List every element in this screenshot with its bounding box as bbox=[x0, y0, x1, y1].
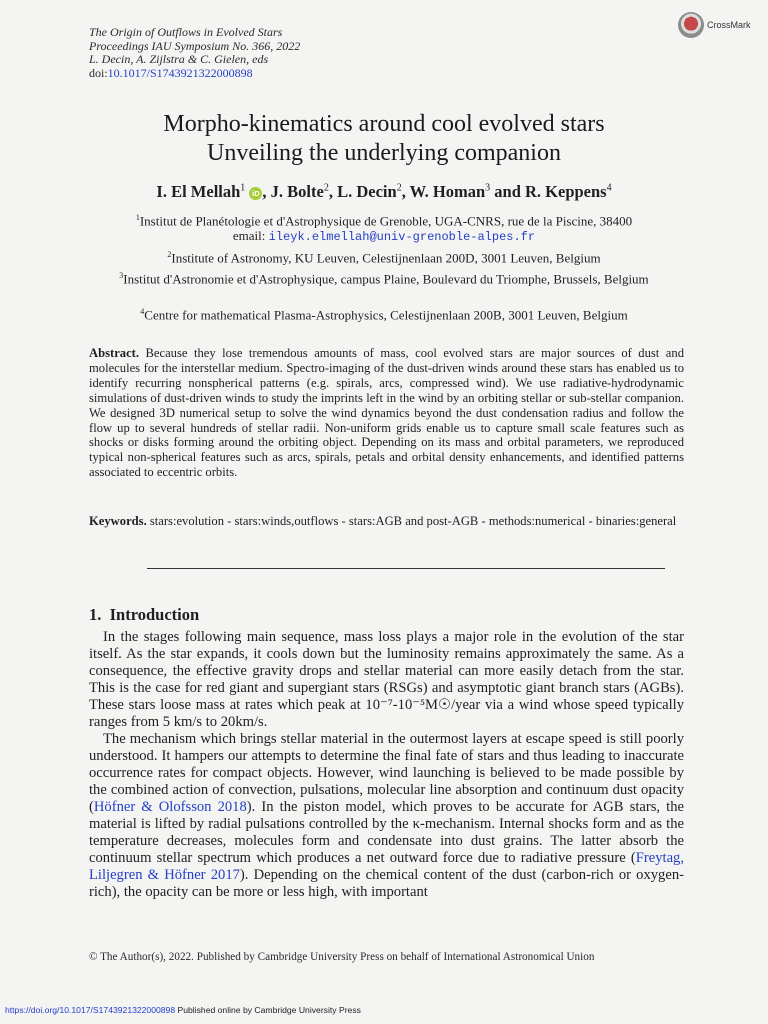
journal-metadata bbox=[89, 26, 509, 80]
paragraph-2 bbox=[89, 731, 684, 901]
citation-link-freytag[interactable]: Freytag, Liljegren & Höfner 2017 bbox=[89, 850, 684, 883]
crossmark-icon bbox=[678, 12, 704, 38]
copyright-notice: © The Author(s), 2022. Published by Cambridge University Press on behalf of International Astronomical Union bbox=[89, 951, 595, 963]
author-3: , L. Decin bbox=[328, 182, 397, 201]
proceedings-line: Proceedings IAU Symposium No. 366, 2022 bbox=[89, 38, 301, 53]
affiliation-3-number: 3 bbox=[119, 271, 124, 280]
email-link[interactable]: ileyk.elmellah@univ-grenoble-alpes.fr bbox=[268, 230, 536, 245]
author-4-affil: 3 bbox=[485, 182, 491, 194]
affiliation-4 bbox=[60, 304, 708, 322]
title-line-1: Morpho-kinematics around cool evolved stars bbox=[163, 111, 605, 137]
page-footer bbox=[5, 1005, 361, 1015]
title-line-2: Unveiling the underlying companion bbox=[207, 140, 561, 166]
doi-link[interactable]: 10.1017/S1743921322000898 bbox=[107, 65, 253, 80]
abstract-label: Abstract. bbox=[89, 346, 140, 360]
footer-doi-link[interactable]: https://doi.org/10.1017/S1743921322000898 bbox=[5, 1005, 176, 1015]
paragraph-2-part-1: The mechanism which brings stellar material in the outermost layers at escape speed is still poorly understood. It hampers our attempts to determine the final fate of stars and thus leading to inaccurate occurrence rates for compact objects. However, wind launching is believed to be made possible by the combined action of convection, pulsations, molecular line absorption and continuum dust opacity ( bbox=[89, 731, 684, 815]
affiliation-1 bbox=[60, 210, 708, 245]
author-1-affil: 1 bbox=[240, 182, 246, 194]
body-text bbox=[89, 629, 684, 901]
orcid-icon[interactable]: iD bbox=[249, 187, 262, 200]
affiliation-1-text: Institut de Planétologie et d'Astrophysique de Grenoble, UGA-CNRS, rue de la Piscine, 38400 bbox=[139, 213, 633, 229]
journal-title: The Origin of Outflows in Evolved Stars bbox=[89, 25, 283, 39]
affiliation-2-text: Institute of Astronomy, KU Leuven, Celestijnenlaan 200D, 3001 Leuven, Belgium bbox=[171, 250, 601, 266]
footer-published-text: Published online by Cambridge University Press bbox=[175, 1005, 361, 1015]
author-1: I. El Mellah bbox=[156, 182, 241, 201]
section-title: Introduction bbox=[109, 605, 200, 624]
crossmark-label: CrossMark bbox=[707, 20, 751, 30]
paragraph-2-part-2: ). In the piston model, which proves to be accurate for AGB stars, the material is lifted by radial pulsations controlled by the κ-mechanism. Internal shocks form and as the temperature decreases, molecules form and condensate into dust grains. The latter absorb the continuum stellar spectrum which produces a net outward force due to radiative pressure ( bbox=[89, 799, 684, 866]
doi-line bbox=[89, 67, 509, 81]
affiliation-3-text: Institut d'Astronomie et d'Astrophysique, campus Plaine, Boulevard du Triomphe, Brussels, Belgium bbox=[123, 271, 649, 287]
author-list bbox=[40, 182, 728, 202]
keywords-label: Keywords. bbox=[89, 514, 147, 528]
abstract bbox=[89, 346, 684, 480]
section-number: 1. bbox=[89, 605, 102, 624]
section-divider bbox=[147, 568, 665, 569]
email-label: email: bbox=[232, 228, 269, 244]
crossmark-badge[interactable] bbox=[678, 12, 751, 38]
affiliation-2-number: 2 bbox=[167, 250, 172, 259]
section-heading bbox=[89, 605, 199, 625]
affiliation-3 bbox=[60, 268, 708, 286]
doi-prefix: doi: bbox=[89, 65, 108, 80]
author-5: and R. Keppens bbox=[490, 182, 607, 201]
affiliation-1-number: 1 bbox=[135, 213, 140, 222]
author-2: , J. Bolte bbox=[262, 182, 324, 201]
author-2-affil: 2 bbox=[323, 182, 329, 194]
author-3-affil: 2 bbox=[396, 182, 402, 194]
keywords bbox=[89, 514, 684, 529]
author-4: , W. Homan bbox=[401, 182, 486, 201]
citation-link-hofner-olofsson[interactable]: Höfner & Olofsson 2018 bbox=[93, 799, 247, 815]
author-5-affil: 4 bbox=[606, 182, 612, 194]
keywords-text: stars:evolution - stars:winds,outflows - stars:AGB and post-AGB - methods:numerical - binaries:general bbox=[146, 514, 677, 528]
editors-line: L. Decin, A. Zijlstra & C. Gielen, eds bbox=[89, 52, 269, 67]
abstract-text: Because they lose tremendous amounts of mass, cool evolved stars are major sources of dust and molecules for the interstellar medium. Spectro-imaging of the dust-driven winds around these stars has enabled us to identify recurring nonspherical patterns (e.g. spirals, arcs, compressed wind). We use radiative-hydrodynamic simulations of dust-driven winds to study the imprints left in the wind by an orbiting stellar or sub-stellar companion. We designed 3D numerical setup to solve the wind dynamics beyond the dust condensation radius and follow the flow up to several hundreds of stellar radii. Non-uniform grids enable us to capture small scale features such as shocks or disks forming around the orbiting object. Depending on its mass and orbital parameters, we reproduced typical non-spherical features such as arcs, spirals, petals and orbital density enhancements, and identified patterns associated to eccentric orbits. bbox=[89, 346, 684, 480]
paragraph-1: In the stages following main sequence, mass loss plays a major role in the evolution of the star itself. As the star expands, it cools down but the luminosity remains approximately the same. As a consequence, the effective gravity drops and stellar material can more easily detach from the star. This is the case for red giant and supergiant stars (RSGs) and asymptotic giant branch stars (AGBs). These stars loose mass at rates which peak at 10⁻⁷-10⁻⁵M☉/year via a wind whose speed typically ranges from 5 km/s to 20km/s. bbox=[89, 629, 684, 730]
affiliation-2 bbox=[60, 247, 708, 265]
paper-title bbox=[40, 110, 728, 168]
paragraph-2-part-3: ). Depending on the chemical content of the dust (carbon-rich or oxygen-rich), the opacity can be more or less high, with important bbox=[89, 867, 684, 900]
affiliation-4-text: Centre for mathematical Plasma-Astrophysics, Celestijnenlaan 200B, 3001 Leuven, Belgium bbox=[144, 307, 628, 323]
affiliation-4-number: 4 bbox=[140, 307, 145, 316]
